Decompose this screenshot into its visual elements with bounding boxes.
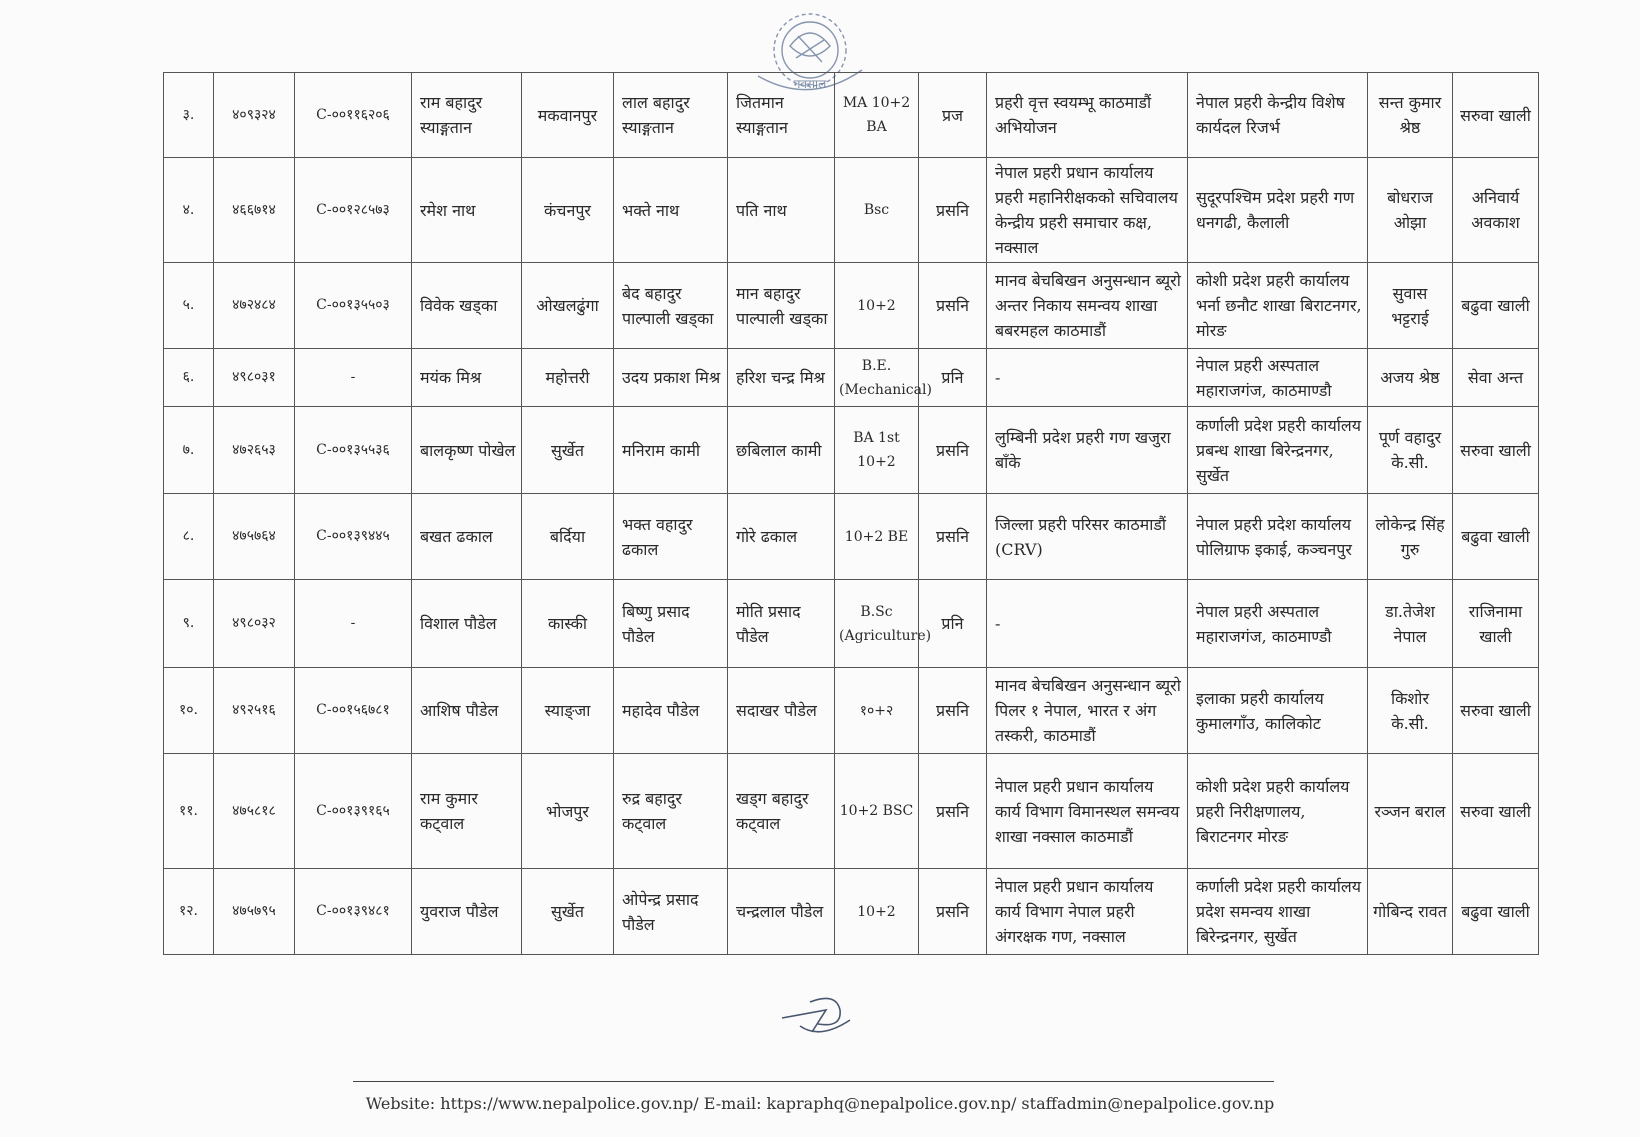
table-row (164, 349, 1539, 407)
cell-current: नेपाल प्रहरी प्रधान कार्यालय प्रहरी महानिरीक्षकको सचिवालय केन्द्रीय प्रहरी समाचार कक्ष, नक्साल (987, 158, 1188, 263)
cell-replacement: डा.तेजेश नेपाल (1368, 580, 1453, 668)
cell-grandfather: हरिश चन्द्र मिश्र (728, 349, 835, 407)
cell-edu: BA 1st 10+2 (835, 407, 919, 494)
cell-current: जिल्ला प्रहरी परिसर काठमाडौं (CRV) (987, 494, 1188, 580)
cell-grandfather: मान बहादुर पाल्पाली खड्का (728, 263, 835, 349)
cell-remark: सेवा अन्त (1453, 349, 1539, 407)
cell-remark: बढुवा खाली (1453, 263, 1539, 349)
cell-remark: बढुवा खाली (1453, 869, 1539, 955)
cell-edu: 10+2 BE (835, 494, 919, 580)
cell-transfer: नेपाल प्रहरी अस्पताल महाराजगंज, काठमाण्डौ (1188, 580, 1368, 668)
cell-transfer: कर्णाली प्रदेश प्रहरी कार्यालय प्रबन्ध शाखा बिरेन्द्रनगर, सुर्खेत (1188, 407, 1368, 494)
cell-edu: MA 10+2 BA (835, 73, 919, 158)
cell-num: ४९२५१६ (214, 668, 295, 754)
table-body (164, 73, 1539, 955)
cell-edu: 10+2 BSC (835, 754, 919, 869)
cell-district: स्याङ्जा (522, 668, 614, 754)
cell-transfer: इलाका प्रहरी कार्यालय कुमालगाँउ, कालिकोट (1188, 668, 1368, 754)
cell-replacement: किशोर के.सी. (1368, 668, 1453, 754)
cell-edu: १०+२ (835, 668, 919, 754)
cell-replacement: लोकेन्द्र सिंह गुरु (1368, 494, 1453, 580)
cell-remark: सरुवा खाली (1453, 73, 1539, 158)
cell-edu: 10+2 (835, 263, 919, 349)
cell-sn: ६. (164, 349, 214, 407)
cell-grandfather: सदाखर पौडेल (728, 668, 835, 754)
cell-father: बिष्णु प्रसाद पौडेल (614, 580, 728, 668)
cell-num: ४९८०३१ (214, 349, 295, 407)
cell-current: मानव बेचबिखन अनुसन्धान ब्यूरो अन्तर निकाय समन्वय शाखा बबरमहल काठमाडौं (987, 263, 1188, 349)
cell-grandfather: छबिलाल कामी (728, 407, 835, 494)
cell-code: C-००११६२०६ (295, 73, 412, 158)
cell-remark: सरुवा खाली (1453, 754, 1539, 869)
cell-grandfather: खड्ग बहादुर कट्वाल (728, 754, 835, 869)
cell-remark: राजिनामा खाली (1453, 580, 1539, 668)
cell-transfer: सुदूरपश्चिम प्रदेश प्रहरी गण धनगढी, कैलाली (1188, 158, 1368, 263)
cell-name: आशिष पौडेल (412, 668, 522, 754)
footer-contact: Website: https://www.nepalpolice.gov.np/ E-mail: kapraphq@nepalpolice.gov.np/ staffadmin@nepalpolice.gov.np (365, 1094, 1275, 1113)
cell-num: ४७२४८४ (214, 263, 295, 349)
cell-replacement: सन्त कुमार श्रेष्ठ (1368, 73, 1453, 158)
cell-cat: प्रसनि (919, 494, 987, 580)
cell-name: रमेश नाथ (412, 158, 522, 263)
cell-grandfather: चन्द्रलाल पौडेल (728, 869, 835, 955)
cell-sn: १०. (164, 668, 214, 754)
cell-num: ४७५८१८ (214, 754, 295, 869)
cell-name: राम बहादुर स्याङ्गतान (412, 73, 522, 158)
cell-num: ४७५७६४ (214, 494, 295, 580)
table-row (164, 73, 1539, 158)
initials-signature (770, 984, 870, 1044)
cell-replacement: रञ्जन बराल (1368, 754, 1453, 869)
cell-cat: प्रनि (919, 580, 987, 668)
cell-grandfather: जितमान स्याङ्गतान (728, 73, 835, 158)
cell-name: राम कुमार कट्वाल (412, 754, 522, 869)
cell-sn: ४. (164, 158, 214, 263)
cell-transfer: नेपाल प्रहरी केन्द्रीय विशेष कार्यदल रिजर्भ (1188, 73, 1368, 158)
cell-district: ओखलढुंगा (522, 263, 614, 349)
cell-name: मयंक मिश्र (412, 349, 522, 407)
cell-cat: प्रसनि (919, 869, 987, 955)
cell-remark: सरुवा खाली (1453, 407, 1539, 494)
table-row (164, 263, 1539, 349)
cell-district: कंचनपुर (522, 158, 614, 263)
cell-num: ४७२६५३ (214, 407, 295, 494)
cell-district: बर्दिया (522, 494, 614, 580)
cell-replacement: अजय श्रेष्ठ (1368, 349, 1453, 407)
cell-father: भक्ते नाथ (614, 158, 728, 263)
cell-current: प्रहरी वृत्त स्वयम्भू काठमाडौं अभियोजन (987, 73, 1188, 158)
cell-father: मनिराम कामी (614, 407, 728, 494)
cell-remark: बढुवा खाली (1453, 494, 1539, 580)
cell-sn: ७. (164, 407, 214, 494)
cell-code: C-००१३९४८१ (295, 869, 412, 955)
cell-num: ४७५७९५ (214, 869, 295, 955)
cell-sn: ५. (164, 263, 214, 349)
cell-grandfather: पति नाथ (728, 158, 835, 263)
cell-remark: सरुवा खाली (1453, 668, 1539, 754)
cell-cat: प्रनि (919, 349, 987, 407)
table-row (164, 158, 1539, 263)
cell-current: लुम्बिनी प्रदेश प्रहरी गण खजुरा बाँके (987, 407, 1188, 494)
cell-district: महोत्तरी (522, 349, 614, 407)
cell-cat: प्रसनि (919, 668, 987, 754)
cell-current: नेपाल प्रहरी प्रधान कार्यालय कार्य विभाग विमानस्थल समन्वय शाखा नक्साल काठमाडौं (987, 754, 1188, 869)
cell-num: ४०९३२४ (214, 73, 295, 158)
personnel-transfer-table (163, 72, 1539, 955)
cell-sn: ३. (164, 73, 214, 158)
cell-transfer: नेपाल प्रहरी प्रदेश कार्यालय पोलिग्राफ इकाई, कञ्चनपुर (1188, 494, 1368, 580)
cell-edu: B.E.(Mechanical) (835, 349, 919, 407)
table-row (164, 580, 1539, 668)
cell-transfer: कर्णाली प्रदेश प्रहरी कार्यालय प्रदेश समन्वय शाखा बिरेन्द्रनगर, सुर्खेत (1188, 869, 1368, 955)
cell-code: C-००१५६७८१ (295, 668, 412, 754)
cell-cat: प्रसनि (919, 407, 987, 494)
cell-code: - (295, 580, 412, 668)
cell-remark: अनिवार्य अवकाश (1453, 158, 1539, 263)
cell-transfer: कोशी प्रदेश प्रहरी कार्यालय प्रहरी निरीक्षणालय, बिराटनगर मोरङ (1188, 754, 1368, 869)
cell-father: ओपेन्द्र प्रसाद पौडेल (614, 869, 728, 955)
cell-sn: ८. (164, 494, 214, 580)
cell-district: सुर्खेत (522, 407, 614, 494)
cell-father: रुद्र बहादुर कट्वाल (614, 754, 728, 869)
table-row (164, 494, 1539, 580)
cell-name: बखत ढकाल (412, 494, 522, 580)
table-row (164, 407, 1539, 494)
cell-current: नेपाल प्रहरी प्रधान कार्यालय कार्य विभाग नेपाल प्रहरी अंगरक्षक गण, नक्साल (987, 869, 1188, 955)
cell-sn: ९. (164, 580, 214, 668)
table-row (164, 754, 1539, 869)
cell-sn: १२. (164, 869, 214, 955)
cell-replacement: गोबिन्द रावत (1368, 869, 1453, 955)
cell-name: युवराज पौडेल (412, 869, 522, 955)
cell-code: C-००१३९१६५ (295, 754, 412, 869)
cell-code: - (295, 349, 412, 407)
svg-text:नक्साल: नक्साल (793, 77, 827, 91)
cell-code: C-००१३५५०३ (295, 263, 412, 349)
cell-replacement: पूर्ण वहादुर के.सी. (1368, 407, 1453, 494)
cell-district: सुर्खेत (522, 869, 614, 955)
cell-current: मानव बेचबिखन अनुसन्धान ब्यूरो पिलर १ नेपाल, भारत र अंग तस्करी, काठमाडौं (987, 668, 1188, 754)
cell-replacement: बोधराज ओझा (1368, 158, 1453, 263)
cell-name: विशाल पौडेल (412, 580, 522, 668)
cell-cat: प्रसनि (919, 263, 987, 349)
cell-edu: B.Sc (Agriculture) (835, 580, 919, 668)
cell-num: ४९८०३२ (214, 580, 295, 668)
cell-edu: 10+2 (835, 869, 919, 955)
cell-edu: Bsc (835, 158, 919, 263)
cell-cat: प्रसनि (919, 754, 987, 869)
cell-name: विवेक खड्का (412, 263, 522, 349)
cell-transfer: नेपाल प्रहरी अस्पताल महाराजगंज, काठमाण्डौ (1188, 349, 1368, 407)
cell-num: ४६६७१४ (214, 158, 295, 263)
cell-cat: प्रज (919, 73, 987, 158)
cell-sn: ११. (164, 754, 214, 869)
footer-divider (353, 1081, 1274, 1082)
cell-code: C-००१२८५७३ (295, 158, 412, 263)
cell-district: मकवानपुर (522, 73, 614, 158)
cell-replacement: सुवास भट्टराई (1368, 263, 1453, 349)
table-row (164, 668, 1539, 754)
cell-father: महादेव पौडेल (614, 668, 728, 754)
cell-district: कास्की (522, 580, 614, 668)
cell-name: बालकृष्ण पोखेल (412, 407, 522, 494)
cell-grandfather: मोति प्रसाद पौडेल (728, 580, 835, 668)
cell-transfer: कोशी प्रदेश प्रहरी कार्यालय भर्ना छनौट शाखा बिराटनगर, मोरङ (1188, 263, 1368, 349)
cell-district: भोजपुर (522, 754, 614, 869)
cell-father: उदय प्रकाश मिश्र (614, 349, 728, 407)
table-row (164, 869, 1539, 955)
cell-grandfather: गोरे ढकाल (728, 494, 835, 580)
cell-current: - (987, 349, 1188, 407)
cell-code: C-००१३९४४५ (295, 494, 412, 580)
cell-father: भक्त वहादुर ढकाल (614, 494, 728, 580)
cell-current: - (987, 580, 1188, 668)
cell-father: लाल बहादुर स्याङ्गतान (614, 73, 728, 158)
cell-cat: प्रसनि (919, 158, 987, 263)
cell-code: C-००१३५५३६ (295, 407, 412, 494)
cell-father: बेद बहादुर पाल्पाली खड्का (614, 263, 728, 349)
